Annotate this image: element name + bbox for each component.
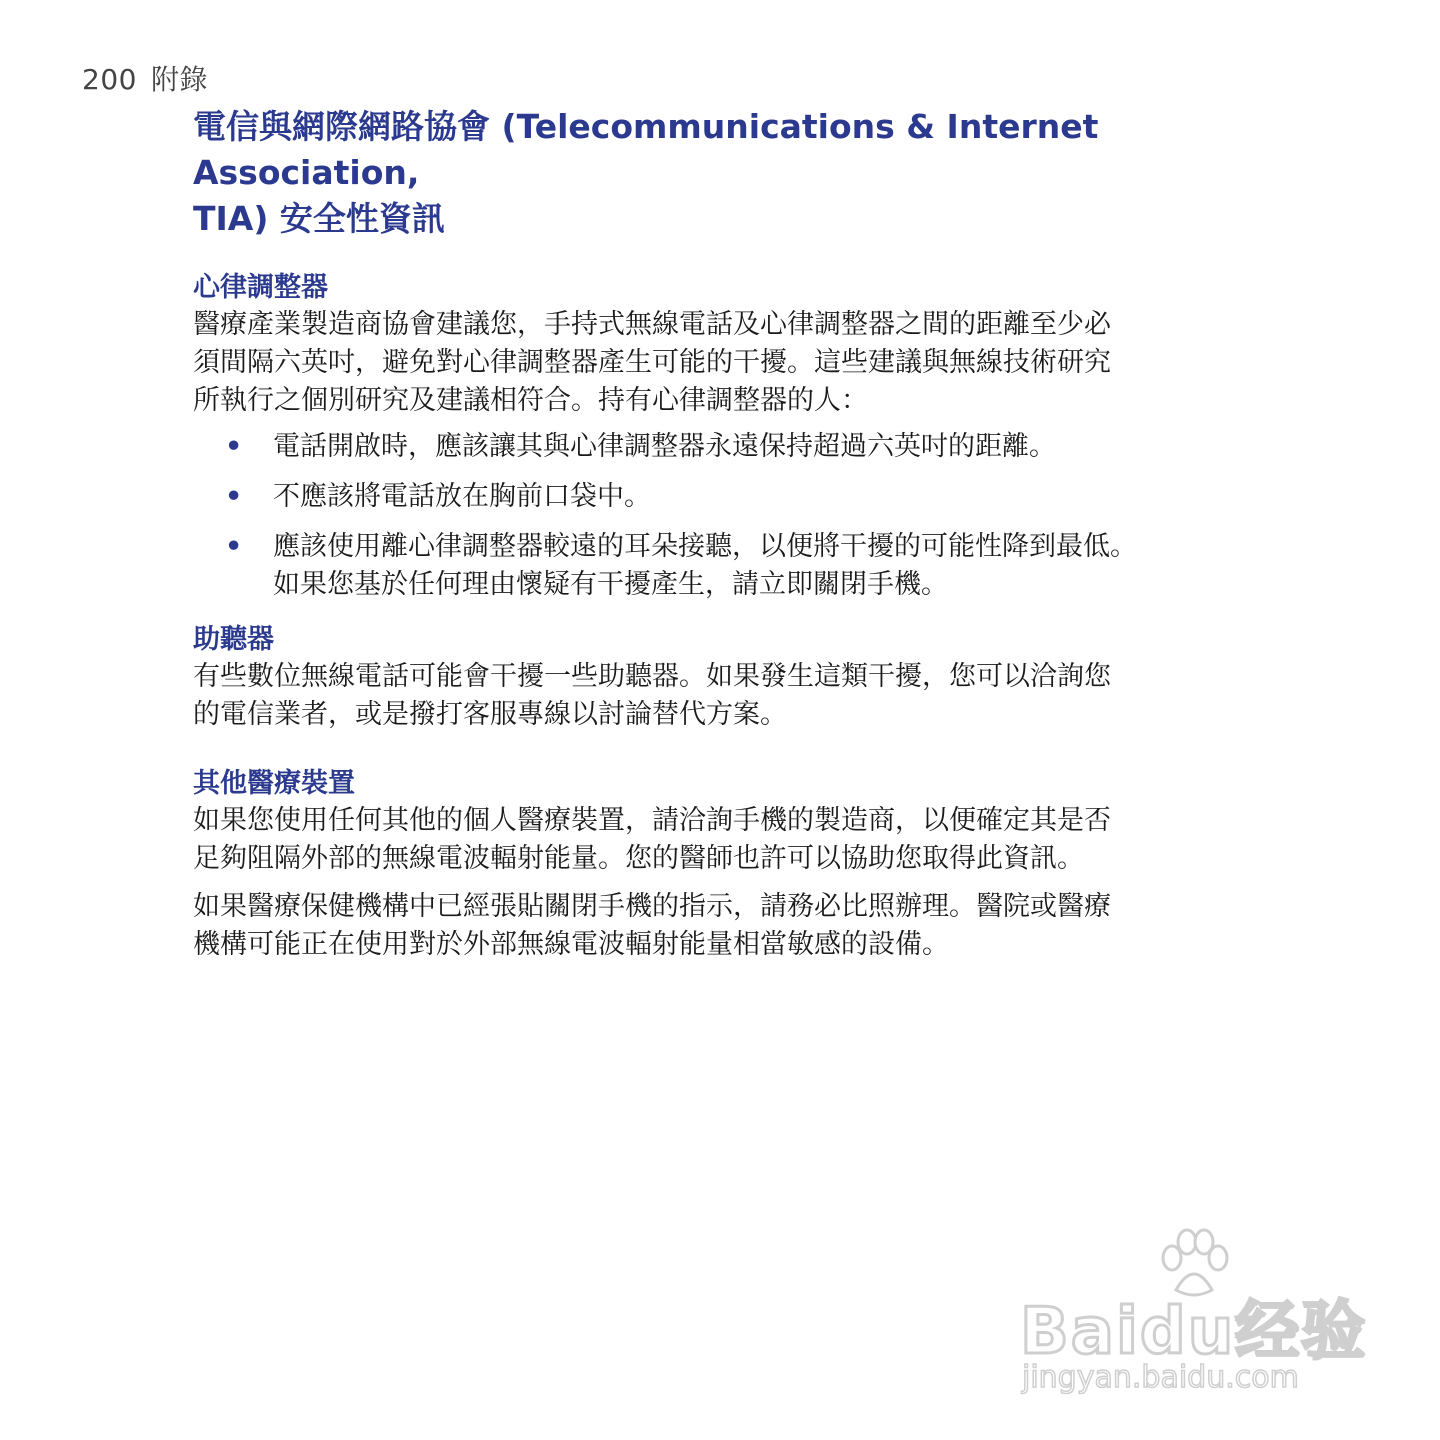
hearing-aids-paragraph	[193, 658, 1308, 734]
bullet-icon: •	[225, 531, 243, 562]
list-item	[193, 428, 1308, 466]
bullet-icon: •	[225, 431, 243, 462]
bullet-text: 如果您基於任何理由懷疑有干擾產生，請立即關閉手機。	[273, 569, 948, 600]
hearing-aids-heading: 助聽器	[193, 624, 274, 655]
list-item	[193, 478, 1308, 516]
other-devices-line-3: 如果醫療保健機構中已經張貼關閉手機的指示，請務必比照辦理。醫院或醫療	[193, 891, 1111, 922]
pacemaker-paragraph	[193, 306, 1308, 420]
pacemaker-line-2: 須間隔六英吋，避免對心律調整器產生可能的干擾。這些建議與無線技術研究	[193, 347, 1111, 378]
bullet-icon: •	[225, 481, 243, 512]
page-header	[82, 58, 208, 98]
pacemaker-bullet-list	[193, 428, 1308, 604]
other-devices-line-4: 機構可能正在使用對於外部無線電波輻射能量相當敏感的設備。	[193, 929, 949, 960]
hearing-aids-line-1: 有些數位無線電話可能會干擾一些助聽器。如果發生這類干擾，您可以洽詢您	[193, 661, 1111, 692]
list-item	[193, 528, 1308, 604]
watermark-logo: Baidu经验	[1020, 1295, 1368, 1369]
pacemaker-line-1: 醫療產業製造商協會建議您，手持式無線電話及心律調整器之間的距離至少必	[193, 309, 1111, 340]
section-label: 附錄	[150, 63, 208, 96]
baidu-watermark	[1020, 1228, 1368, 1398]
other-devices-heading: 其他醫療裝置	[193, 768, 355, 799]
page-number: 200	[82, 63, 137, 96]
other-devices-line-1: 如果您使用任何其他的個人醫療裝置，請洽詢手機的製造商，以便確定其是否	[193, 805, 1111, 836]
main-title-line-1: 電信與網際網路協會 (Telecommunications & Internet Association,	[193, 107, 1099, 192]
hearing-aids-line-2: 的電信業者，或是撥打客服專線以討論替代方案。	[193, 699, 787, 730]
main-title-line-2: TIA) 安全性資訊	[193, 199, 445, 238]
other-devices-line-2: 足夠阻隔外部的無線電波輻射能量。您的醫師也許可以協助您取得此資訊。	[193, 843, 1084, 874]
document-body	[193, 104, 1308, 964]
other-devices-paragraph-2	[193, 888, 1308, 964]
bullet-text: 不應該將電話放在胸前口袋中。	[273, 481, 651, 512]
pacemaker-heading: 心律調整器	[193, 272, 328, 303]
watermark-url: jingyan.baidu.com	[1022, 1360, 1299, 1395]
bullet-text: 電話開啟時，應該讓其與心律調整器永遠保持超過六英吋的距離。	[273, 431, 1056, 462]
pacemaker-line-3: 所執行之個別研究及建議相符合。持有心律調整器的人：	[193, 385, 868, 416]
other-devices-paragraph-1	[193, 802, 1308, 878]
bullet-text: 應該使用離心律調整器較遠的耳朵接聽，以便將干擾的可能性降到最低。	[273, 531, 1137, 562]
main-title	[193, 104, 1308, 242]
